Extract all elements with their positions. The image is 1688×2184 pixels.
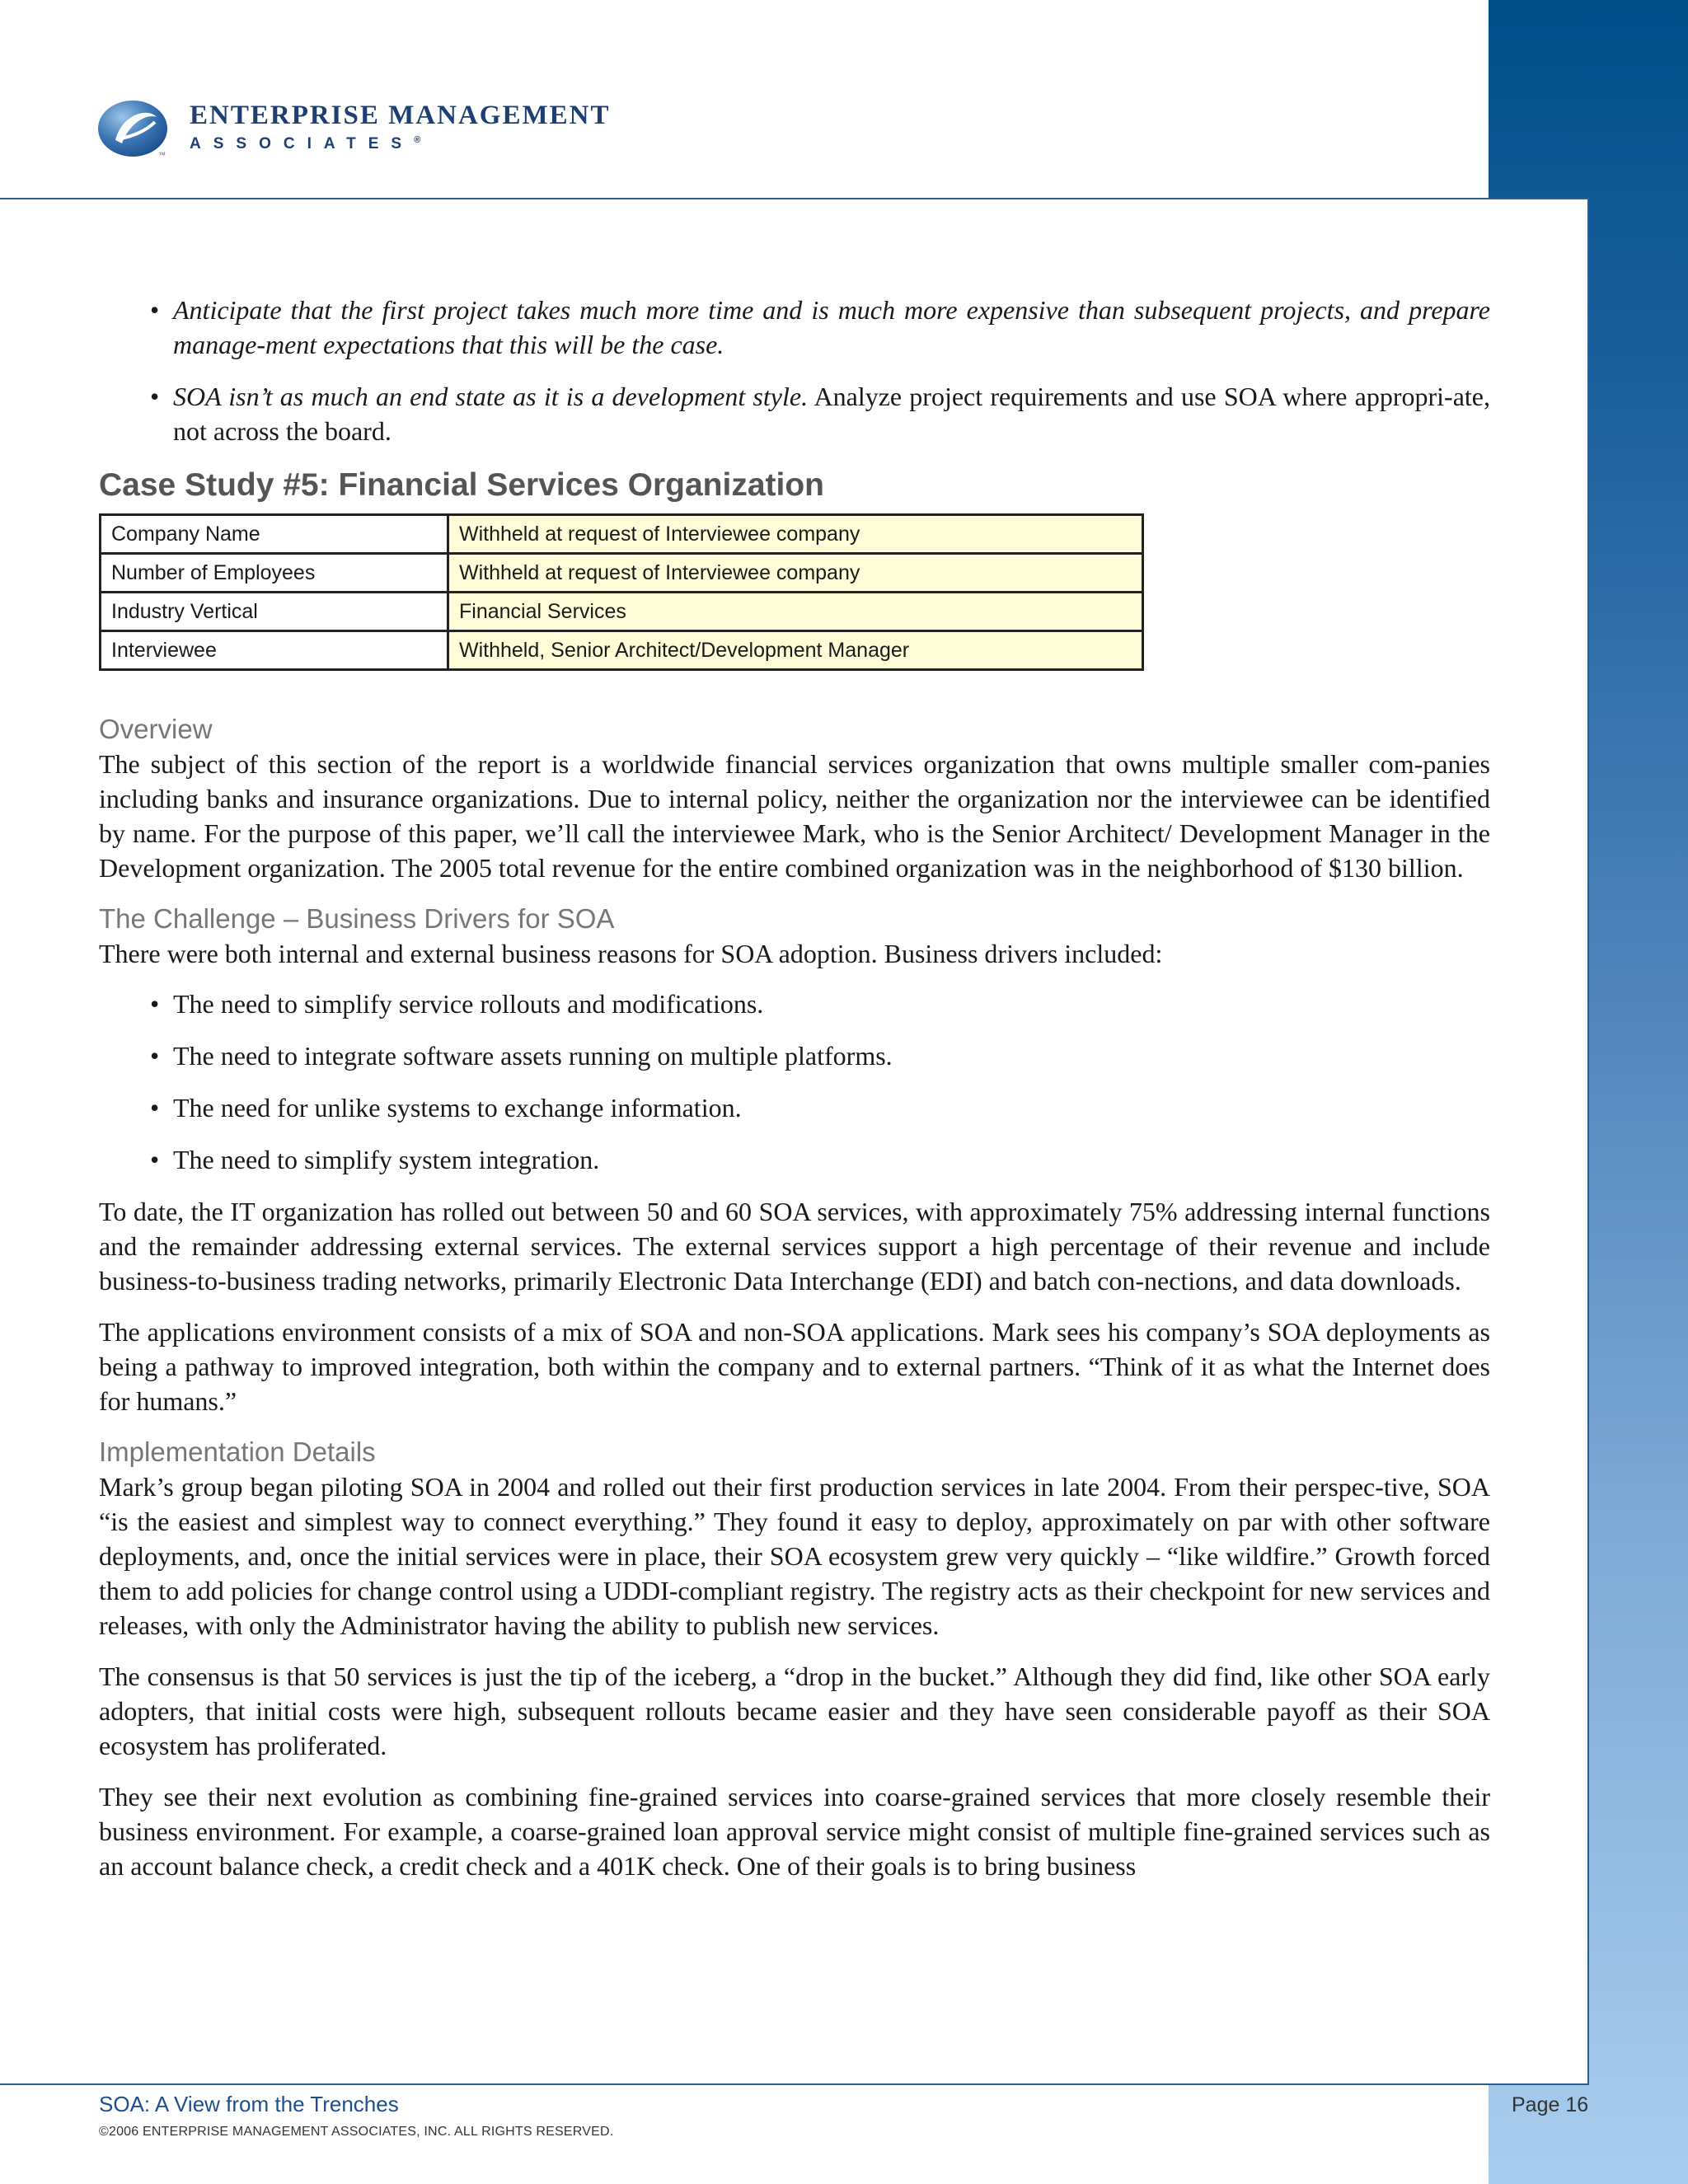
table-value-cell: Financial Services xyxy=(448,593,1143,631)
challenge-heading: The Challenge – Business Drivers for SOA xyxy=(99,903,615,934)
overview-paragraph: The subject of this section of the report is a worldwide financial services organization that owns multiple smaller com-panies including banks and insurance organizations. Due to internal policy, neither the organization nor the interviewee can be identified by name. For the purpose of this paper, we’ll call the interviewee Mark, who is the Senior Architect/ Development Manager in the Development organization. The 2005 total revenue for the entire combined organization was in the neighborhood of $130 billion. xyxy=(99,749,1490,883)
list-item: • The need to simplify system integration. xyxy=(99,1142,1490,1177)
logo-name-line1: ENTERPRISE MANAGEMENT xyxy=(190,101,611,130)
footer-document-title: SOA: A View from the Trenches xyxy=(99,2092,399,2116)
footer-copyright: ©2006 ENTERPRISE MANAGEMENT ASSOCIATES, INC. ALL RIGHTS RESERVED. xyxy=(99,2125,614,2139)
table-label-cell: Number of Employees xyxy=(101,554,448,593)
list-item: • Anticipate that the first project takes much more time and is much more expensive than subsequent projects, and prepare manage-ment expectations that this will be the case. xyxy=(99,293,1490,362)
list-item: • The need to integrate software assets running on multiple platforms. xyxy=(99,1038,1490,1073)
table-value-cell: Withheld at request of Interviewee company xyxy=(448,515,1143,554)
table-value-cell: Withheld, Senior Architect/Development Manager xyxy=(448,631,1143,670)
implementation-paragraph-3: They see their next evolution as combining fine-grained services into coarse-grained services that more closely resemble their business environment. For example, a coarse-grained loan approval service might consist of multiple fine-grained services such as an account balance check, a credit check and a 401K check. One of their goals is to bring business xyxy=(99,1782,1490,1881)
table-row xyxy=(101,515,1143,554)
challenge-intro-paragraph: There were both internal and external business reasons for SOA adoption. Business drivers included: xyxy=(99,939,1163,968)
implementation-heading: Implementation Details xyxy=(99,1436,376,1467)
main-content xyxy=(99,293,1490,1900)
list-item: • The need to simplify service rollouts and modifications. xyxy=(99,987,1490,1021)
overview-heading: Overview xyxy=(99,714,213,744)
list-item: • The need for unlike systems to exchange information. xyxy=(99,1090,1490,1125)
trademark-mark: ™ xyxy=(158,151,166,159)
table-label-cell: Interviewee xyxy=(101,631,448,670)
logo-name-line2: ASSOCIATES® xyxy=(190,135,421,152)
table-label-cell: Industry Vertical xyxy=(101,593,448,631)
ema-logo xyxy=(97,97,610,162)
case-study-info-table xyxy=(99,513,1144,671)
table-label-cell: Company Name xyxy=(101,515,448,554)
table-value-cell: Withheld at request of Interviewee company xyxy=(448,554,1143,593)
case-study-title: Case Study #5: Financial Services Organization xyxy=(99,467,824,503)
implementation-paragraph-2: The consensus is that 50 services is just the tip of the iceberg, a “drop in the bucket.” Although they did find, like other SOA early adopters, that initial costs were high, subsequent rollouts became easier and they have seen considerable payoff as their SOA ecosystem has proliferated. xyxy=(99,1661,1490,1760)
list-item: • SOA isn’t as much an end state as it is a development style. Analyze project requirements and use SOA where appropri-ate, not across the board. xyxy=(99,379,1490,448)
business-drivers-list xyxy=(99,987,1490,1177)
table-row xyxy=(101,631,1143,670)
implementation-paragraph-1: Mark’s group began piloting SOA in 2004 and rolled out their first production services in late 2004. From their perspec-tive, SOA “is the easiest and simplest way to connect everything.” They found it easy to deploy, approximately on par with other software deployments, and, once the initial services were in place, their SOA ecosystem grew very quickly – “like wildfire.” Growth forced them to add policies for change control using a UDDI-compliant registry. The registry acts as their checkpoint for new services and releases, with only the Administrator having the ability to publish new services. xyxy=(99,1472,1490,1640)
table-row xyxy=(101,554,1143,593)
intro-bullet-list xyxy=(99,293,1490,448)
table-row xyxy=(101,593,1143,631)
services-rollout-paragraph: To date, the IT organization has rolled out between 50 and 60 SOA services, with approximately 75% addressing internal functions and the remainder addressing external services. The external services support a high percentage of their revenue and include business-to-business trading networks, primarily Electronic Data Interchange (EDI) and batch con-nections, and data downloads. xyxy=(99,1197,1490,1296)
applications-environment-paragraph: The applications environment consists of a mix of SOA and non-SOA applications. Mark sees his company’s SOA deployments as being a pathway to improved integration, both within the company and to external partners. “Think of it as what the Internet does for humans.” xyxy=(99,1317,1490,1416)
page-number: Page 16 xyxy=(1512,2093,1589,2116)
